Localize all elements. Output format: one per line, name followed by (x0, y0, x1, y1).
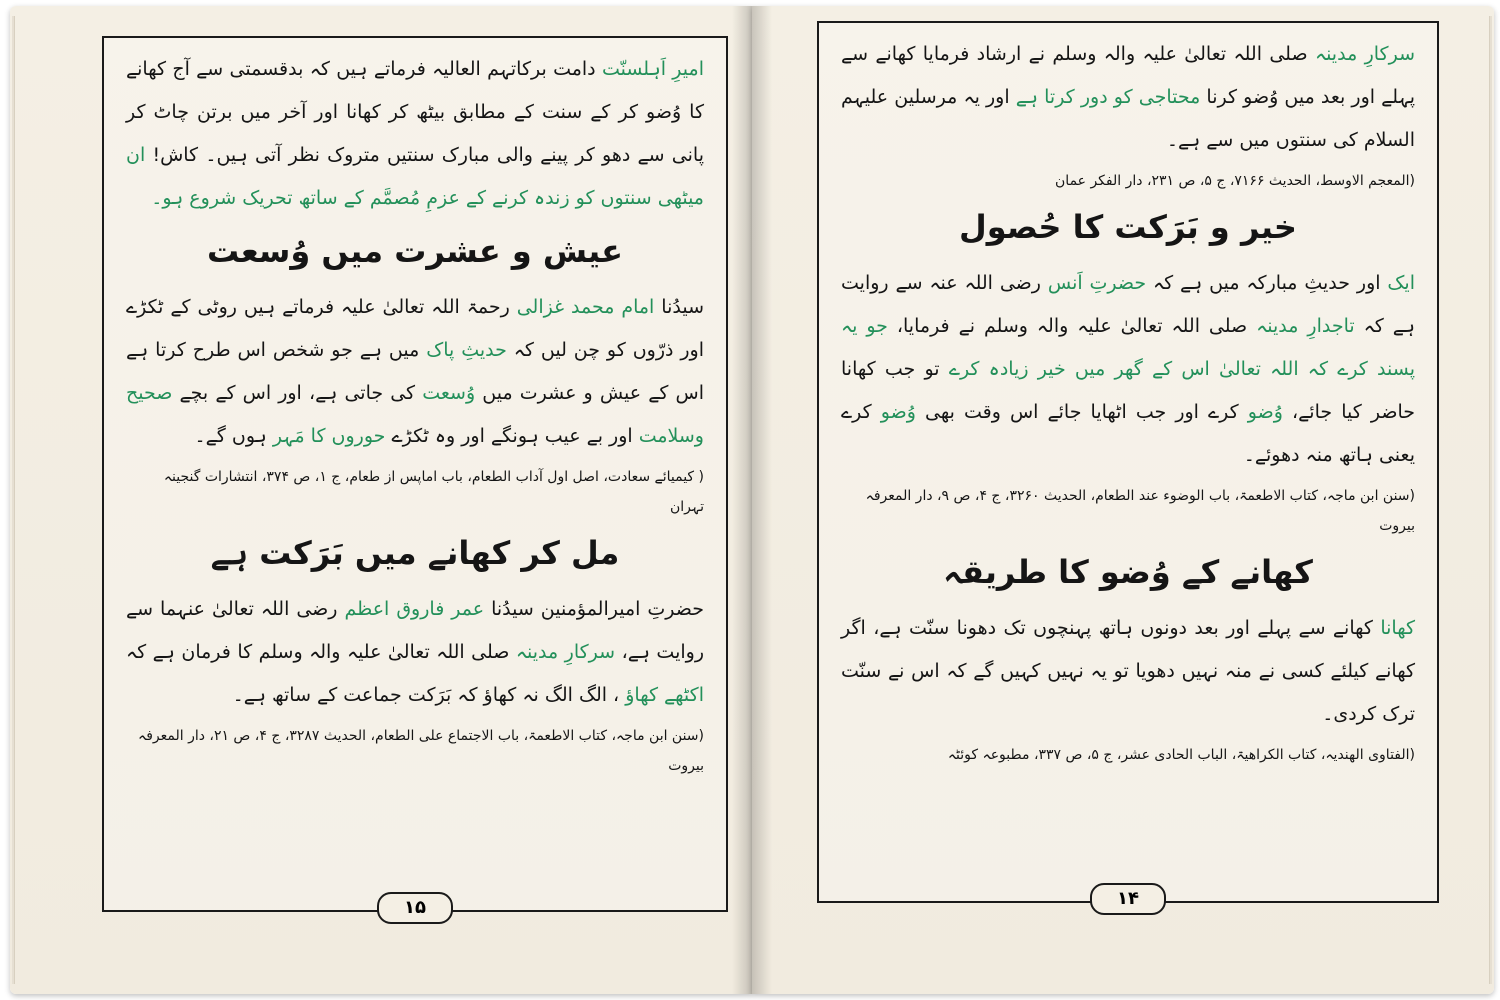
body-text: میں ہے جو شخص اس طرح کرتا ہے اس کے عیش و عشرت میں (126, 339, 704, 404)
right-heading-1: خیر و بَرَکت کا حُصول (959, 208, 1297, 246)
body-text: دامت برکاتہم العالیہ فرماتے ہیں کہ بدقسمتی سے آج کھانے کا وُضو کر کے سنت کے مطابق بیٹھ کر کھانا اور آخر میں برتن چاٹ کر پانی سے دھو کر پینے والی مبارک سنتیں متروک نظر آتی ہیں۔ کاش! (126, 58, 704, 166)
highlight-text: حضرتِ اَنس (1047, 272, 1147, 294)
left-page-content (126, 48, 704, 870)
body-text: رحمۃ اللہ تعالیٰ علیہ فرماتے ہیں روٹی کے ٹکڑے اور ذرّوں کو چن لیں کہ (126, 296, 704, 361)
body-text: صلی اللہ تعالیٰ علیہ والہ وسلم نے فرمایا، (896, 315, 1248, 337)
left-heading-2: مل کر کھانے میں بَرَکت ہے (210, 534, 620, 572)
body-text: کرے اور جب اٹھایا جائے اس وقت بھی (924, 401, 1239, 423)
body-text: اور حدیثِ مبارکہ میں ہے کہ (1152, 272, 1381, 294)
right-page-frame (817, 21, 1439, 909)
left-paragraph-1 (126, 48, 704, 220)
body-text: رضی اللہ عنہ سے روایت ہے کہ (841, 272, 1415, 337)
highlight-text: وُضو (880, 401, 916, 423)
right-page (752, 6, 1494, 994)
highlight-text: اکٹھے کھاؤ (625, 684, 704, 706)
highlight-text: تاجدارِ مدینہ (1256, 315, 1355, 337)
left-paragraph-2 (126, 286, 704, 458)
highlight-text: حوروں کا مَہر (272, 425, 386, 447)
body-text: حضرتِ امیرالمؤمنین سیدُنا (491, 598, 704, 620)
page-edge-right (1481, 16, 1490, 984)
right-reference-3: (الفتاوی الھندیہ، کتاب الکراھیۃ، الباب الحادی عشر، ج ۵، ص ۳۳۷، مطبوعہ کوئٹہ (947, 747, 1415, 763)
highlight-text: ایک (1387, 272, 1415, 294)
highlight-text: جو یہ پسند کرے کہ اللہ تعالیٰ اس کے گھر میں خیر زیادہ کرے (841, 315, 1416, 380)
page-edge-left (14, 16, 23, 984)
highlight-text: محتاجی کو دور کرتا ہے (1015, 86, 1201, 108)
highlight-text: سرکارِ مدینہ (1314, 43, 1415, 65)
body-text: ہوں گے۔ (194, 425, 267, 447)
body-text: اور بے عیب ہونگے اور وہ ٹکڑے (391, 425, 633, 447)
book-gutter (732, 6, 772, 994)
right-heading-2: کھانے کے وُضو کا طریقہ (943, 553, 1313, 591)
right-reference-2: (سنن ابن ماجہ، کتاب الاطعمۃ، باب الوضوء عند الطعام، الحدیث ۳۲۶۰، ج ۴، ص ۹، دار المعرفہ بیروت (865, 488, 1415, 534)
right-paragraph-2 (841, 262, 1415, 477)
highlight-text: عمر فاروق اعظم (344, 598, 485, 620)
body-text: رضی اللہ تعالیٰ عنہما سے روایت ہے، (126, 598, 704, 663)
highlight-text: امام محمد غزالی (516, 296, 655, 318)
left-paragraph-3 (126, 588, 704, 717)
right-paragraph-1 (841, 33, 1415, 162)
highlight-text: کھانا (1380, 617, 1415, 639)
left-reference-1: ( کیمیائے سعادت، اصل اول آداب الطعام، باب اماپس از طعام، ج ۱، ص ۳۷۴، انتشارات گنجینہ تہران (163, 469, 704, 515)
body-text: صلی اللہ تعالیٰ علیہ والہ وسلم نے ارشاد فرمایا کھانے سے پہلے اور بعد میں وُضو کرنا (841, 43, 1416, 108)
left-page (10, 6, 752, 994)
open-booklet (10, 6, 1494, 994)
highlight-text: حدیثِ پاک (426, 339, 507, 361)
highlight-text: ان میٹھی سنتوں کو زندہ کرنے کے عزمِ مُصمَّم کے ساتھ تحریک شروع ہو۔ (126, 144, 704, 209)
highlight-text: سرکارِ مدینہ (515, 641, 616, 663)
left-page-frame (102, 36, 728, 918)
body-text: کرے یعنی ہاتھ منہ دھوئے۔ (841, 401, 1415, 466)
right-paragraph-3 (841, 607, 1415, 736)
left-heading-1: عیش و عشرت میں وُسعت (206, 232, 624, 270)
page-number-right: ۱۴ (1090, 883, 1166, 915)
page-number-left: ۱۵ (377, 892, 453, 924)
body-text: ، الگ الگ نہ کھاؤ کہ بَرَکت جماعت کے ساتھ ہے۔ (232, 684, 620, 706)
body-text: صلی اللہ تعالیٰ علیہ والہ وسلم کا فرمان ہے کہ (126, 641, 510, 663)
body-text: سیدُنا (661, 296, 705, 318)
body-text: تو جب کھانا حاضر کیا جائے، (841, 358, 1415, 423)
body-text: اور یہ مرسلین علیہم السلام کی سنتوں میں سے ہے۔ (841, 86, 1415, 151)
highlight-text: وُضو (1247, 401, 1283, 423)
body-text: کی جاتی ہے، اور اس کے بچے (179, 382, 416, 404)
highlight-text: وُسعت (422, 382, 476, 404)
highlight-text: امیرِ اَہلسنّت (601, 58, 704, 80)
highlight-text: صحیح وسلامت (126, 382, 704, 447)
right-page-content (841, 33, 1415, 861)
left-reference-2: (سنن ابن ماجہ، کتاب الاطعمۃ، باب الاجتماع علی الطعام، الحدیث ۳۲۸۷، ج ۴، ص ۲۱، دار المعرفہ بیروت (138, 728, 704, 774)
body-text: کھانے سے پہلے اور بعد دونوں ہاتھ پہنچوں تک دھونا سنّت ہے، اگر کھانے کیلئے کسی نے منہ نہیں دھویا تو یہ نہیں کہیں گے کہ اس نے سنّت ترک کردی۔ (841, 617, 1415, 725)
right-reference-1: (المعجم الاوسط، الحدیث ۷۱۶۶، ج ۵، ص ۲۳۱، دار الفکر عمان (1055, 173, 1415, 189)
